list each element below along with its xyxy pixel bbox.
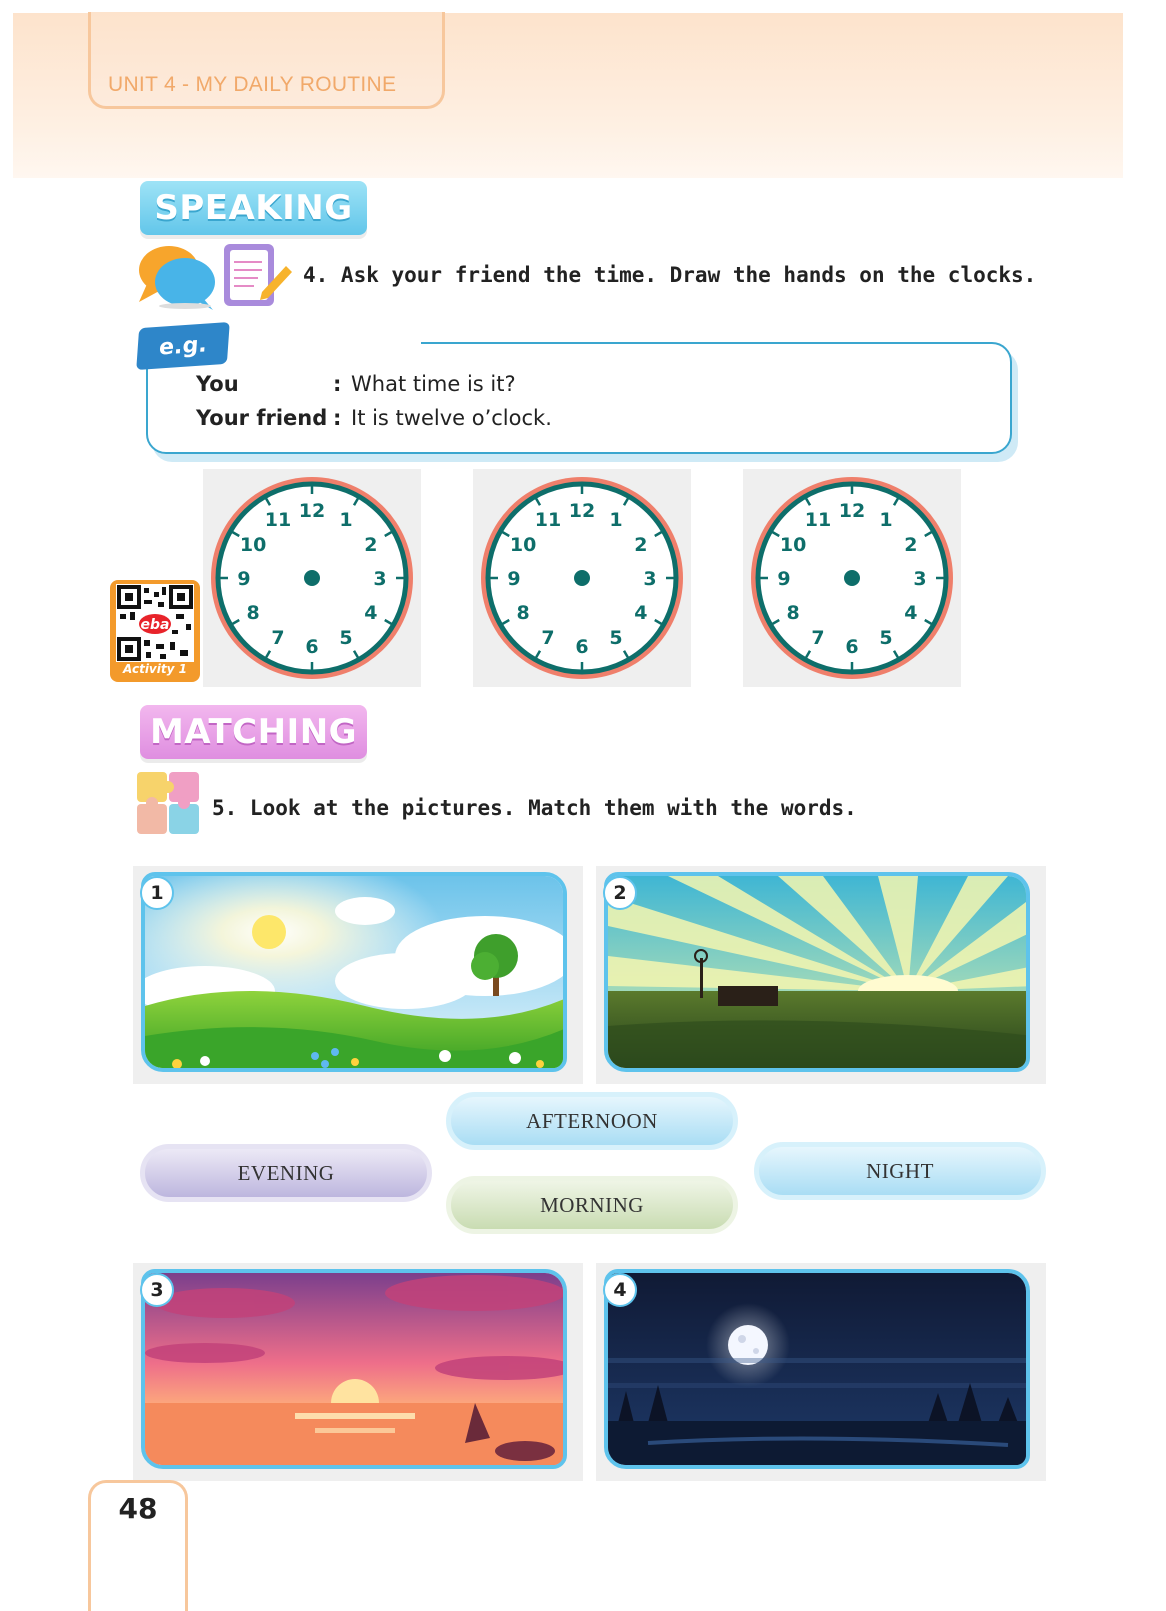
word-morning[interactable]: MORNING (446, 1176, 738, 1234)
notepad-pencil-icon (218, 240, 298, 310)
example-speaker-2: Your friend (196, 406, 328, 430)
clock-number: 5 (339, 626, 353, 649)
page-number: 48 (118, 1492, 158, 1525)
clock-number: 11 (804, 509, 832, 532)
example-colon-2: : (333, 406, 342, 430)
clock-number: 11 (534, 509, 562, 532)
clock-number: 8 (246, 602, 260, 624)
clock-number: 12 (298, 500, 326, 522)
clock-number: 3 (913, 568, 927, 590)
example-tag (136, 322, 230, 370)
picture-3-number: 3 (140, 1273, 174, 1307)
word-evening[interactable]: EVENING (140, 1144, 432, 1202)
word-afternoon[interactable]: AFTERNOON (446, 1092, 738, 1150)
picture-4-number: 4 (603, 1273, 637, 1307)
picture-1-number: 1 (140, 876, 174, 910)
speaking-badge: SPEAKING (140, 181, 367, 235)
matching-badge: MATCHING (140, 705, 367, 759)
clock-center-dot (574, 570, 590, 586)
clock-number: 11 (264, 509, 292, 532)
clock-number: 2 (904, 534, 918, 556)
clock-number: 9 (507, 568, 521, 590)
clock-number: 7 (811, 626, 825, 649)
example-line-2: It is twelve o’clock. (351, 406, 552, 430)
clock-center-dot (844, 570, 860, 586)
example-speaker-1: You (196, 372, 239, 396)
clock-number: 7 (541, 626, 555, 649)
clock-number: 10 (239, 534, 267, 556)
picture-1-morning-scene (141, 872, 567, 1072)
clock-number: 9 (777, 568, 791, 590)
clock-number: 6 (575, 636, 589, 658)
clock-2[interactable] (473, 469, 691, 687)
clock-number: 2 (364, 534, 378, 556)
picture-4-night-scene (604, 1269, 1030, 1469)
clock-number: 10 (509, 534, 537, 556)
clock-1[interactable] (203, 469, 421, 687)
clock-3[interactable] (743, 469, 961, 687)
picture-3-evening-scene (141, 1269, 567, 1469)
clock-number: 12 (568, 500, 596, 522)
matching-instruction: 5. Look at the pictures. Match them with the words. (212, 796, 857, 820)
word-night[interactable]: NIGHT (754, 1142, 1046, 1200)
clock-number: 3 (643, 568, 657, 590)
example-tag-label: e.g. (158, 331, 208, 361)
clock-number: 4 (634, 602, 648, 624)
clock-number: 12 (838, 500, 866, 522)
clock-number: 1 (609, 509, 623, 532)
example-colon-1: : (333, 372, 342, 396)
clock-number: 2 (634, 534, 648, 556)
clock-number: 6 (305, 636, 319, 658)
clock-number: 1 (879, 509, 893, 532)
clock-number: 1 (339, 509, 353, 532)
clock-number: 4 (364, 602, 378, 624)
clock-number: 5 (879, 626, 893, 649)
qr-code-label: Activity 1 (123, 662, 187, 676)
puzzle-icon (135, 770, 203, 838)
clock-number: 7 (271, 626, 285, 649)
svg-text:eba: eba (140, 617, 170, 633)
clock-number: 5 (609, 626, 623, 649)
speaking-instruction: 4. Ask your friend the time. Draw the hands on the clocks. (303, 263, 1037, 287)
clock-number: 10 (779, 534, 807, 556)
qr-code-icon[interactable] (116, 584, 194, 662)
clock-number: 9 (237, 568, 251, 590)
clock-number: 8 (516, 602, 530, 624)
clock-center-dot (304, 570, 320, 586)
unit-label: UNIT 4 - MY DAILY ROUTINE (108, 73, 397, 96)
clock-number: 3 (373, 568, 387, 590)
clock-number: 4 (904, 602, 918, 624)
picture-2-number: 2 (603, 876, 637, 910)
example-box (146, 342, 1012, 454)
picture-2-sunrise-scene (604, 872, 1030, 1072)
example-line-1: What time is it? (351, 372, 516, 396)
clock-number: 6 (845, 636, 859, 658)
clock-number: 8 (786, 602, 800, 624)
